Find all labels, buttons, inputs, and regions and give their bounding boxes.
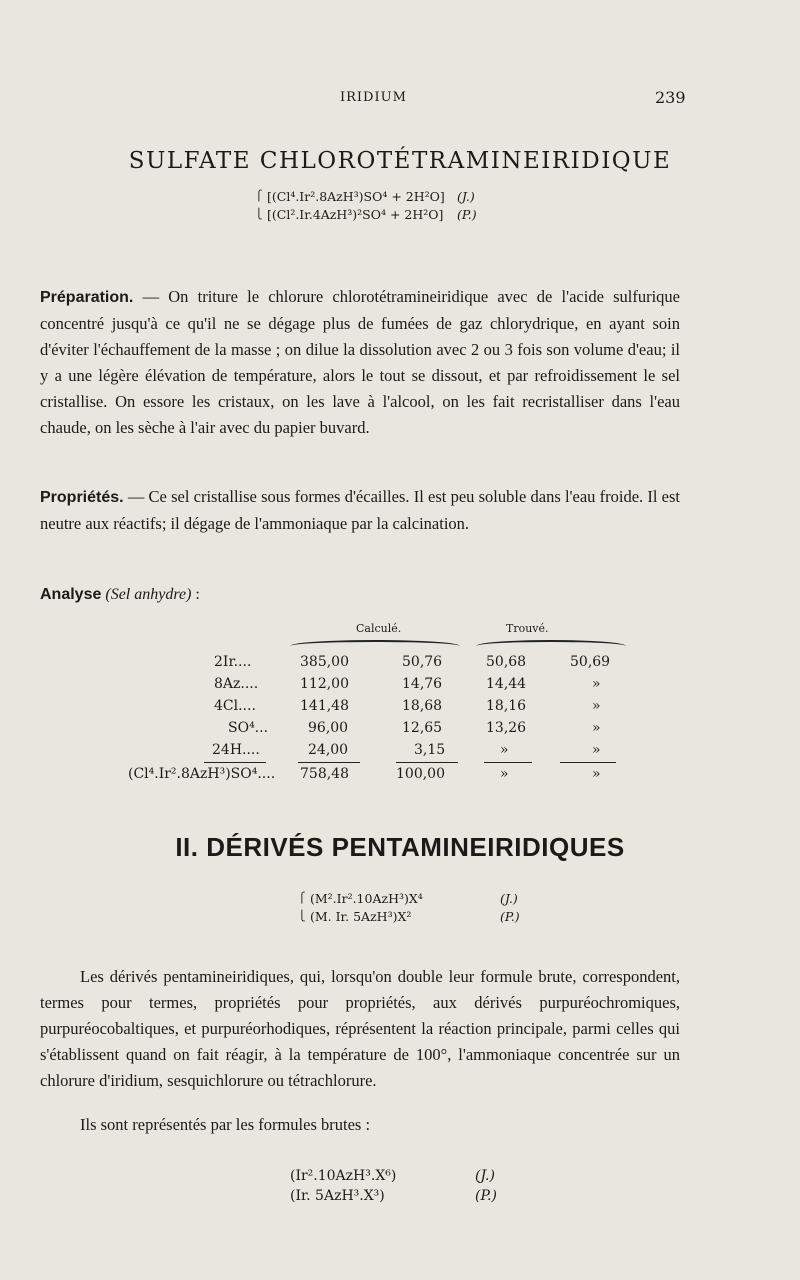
- section-title-derives: II. DÉRIVÉS PENTAMINEIRIDIQUES: [175, 832, 625, 862]
- formula-row: [255, 206, 477, 224]
- running-head: [0, 88, 800, 112]
- calc-percent: 12,65: [402, 720, 443, 736]
- formula-source: (P.): [500, 909, 520, 924]
- text-preparation: — On triture le chlorure chlorotétramineiridique avec de l'acide sulfurique concentré jusqu'à ce qu'il ne se dégage plus de fumées de gaz chlorydrique, en ayant soin d'éviter l'échauffement de la masse ; on dilue la dissolution avec 2 ou 3 fois son volume d'eau; il y a une légère élévation de température, alors le tout se dissout, et par refroidissement le sel cristallise. On essore les cristaux, on les lave à l'alcool, on les fait recristalliser dans l'eau chaude, on les sèche à l'air avec du papier buvard.: [40, 287, 680, 437]
- analyse-subheading: (Sel anhydre): [105, 586, 192, 603]
- formula-row: [255, 188, 477, 206]
- found-2: »: [592, 742, 601, 758]
- formula: [(Cl².Ir.4AzH³)²SO⁴ + 2H²O]: [267, 207, 444, 222]
- text-proprietes: — Ce sel cristallise sous formes d'écailles. Il est peu soluble dans l'eau froide. Il est neutre aux réactifs; il dégage de l'ammoniaque par la calcination.: [40, 487, 681, 533]
- column-header-trouve: Trouvé.: [506, 622, 549, 635]
- total-found-2: »: [592, 766, 601, 782]
- page-number: 239: [655, 88, 686, 107]
- found-1: 50,68: [486, 654, 527, 670]
- formula-source: (J.): [475, 1168, 495, 1184]
- formula-source: (P.): [457, 207, 477, 222]
- total-label: (Cl⁴.Ir².8AzH³)SO⁴....: [128, 766, 276, 782]
- total-rule: [560, 762, 616, 763]
- formula: (M. Ir. 5AzH³)X²: [310, 909, 412, 924]
- paragraph-proprietes: [40, 484, 680, 537]
- analysis-table: [0, 620, 800, 790]
- formula-row: [298, 890, 520, 908]
- calc-mass: 385,00: [300, 654, 349, 670]
- found-2: »: [592, 720, 601, 736]
- formula-source: (P.): [475, 1188, 497, 1204]
- calc-mass: 112,00: [300, 676, 349, 692]
- calc-percent: 18,68: [402, 698, 443, 714]
- formula-source: (J.): [500, 891, 518, 906]
- heading-preparation: Préparation.: [40, 289, 134, 306]
- formula-block-brutes: [290, 1166, 497, 1206]
- total-calc-percent: 100,00: [396, 766, 445, 782]
- column-header-calcule: Calculé.: [356, 622, 402, 635]
- row-label: 2Ir....: [214, 654, 252, 670]
- formula-block-derives: [298, 890, 520, 926]
- analyse-heading: [40, 586, 200, 604]
- analyse-colon: :: [191, 586, 200, 603]
- found-2: »: [592, 676, 601, 692]
- formula: (M².Ir².10AzH³)X⁴: [310, 891, 423, 906]
- total-calc-mass: 758,48: [300, 766, 349, 782]
- formula-block-sulfate: [255, 188, 477, 224]
- formula: (Ir. 5AzH³.X³): [290, 1188, 385, 1204]
- calc-percent: 50,76: [402, 654, 443, 670]
- bracket-trouve: [476, 640, 626, 652]
- row-label: 8Az....: [214, 676, 259, 692]
- calc-percent: 14,76: [402, 676, 443, 692]
- formula: [(Cl⁴.Ir².8AzH³)SO⁴ + 2H²O]: [267, 189, 445, 204]
- found-1: »: [500, 742, 509, 758]
- bracket-calcule: [290, 640, 460, 652]
- analyse-label: Analyse: [40, 586, 102, 603]
- row-label: 4Cl....: [214, 698, 256, 714]
- calc-mass: 24,00: [308, 742, 349, 758]
- paragraph-formules: Ils sont représentés par les formules brutes :: [80, 1115, 371, 1134]
- formula-source: (J.): [457, 189, 475, 204]
- formula-row: [298, 908, 520, 926]
- total-rule: [204, 762, 266, 763]
- brace-glyph: ⎧: [255, 191, 263, 202]
- brace-glyph: ⎧: [298, 893, 306, 904]
- paragraph-derives: Les dérivés pentamineiridiques, qui, lorsqu'on double leur formule brute, correspondent, termes pour termes, propriétés pour propriétés, aux dérivés purpuréochromiques, purpuréocobaltiques, et purpuréorhodiques, réprésentent la réaction principale, parmi celles qui s'établissent quand on fait réagir, à la température de 100°, l'ammoniaque concentrée sur un chlorure d'iridium, sesquichlorure ou tétrachlorure.: [40, 967, 680, 1090]
- formula-row: [290, 1186, 497, 1206]
- row-label: SO⁴...: [228, 720, 269, 736]
- total-rule: [396, 762, 458, 763]
- total-rule: [484, 762, 532, 763]
- row-label: 24H....: [212, 742, 260, 758]
- brace-glyph: ⎩: [298, 911, 306, 922]
- found-1: 14,44: [486, 676, 527, 692]
- total-found-1: »: [500, 766, 509, 782]
- running-head-title: IRIDIUM: [340, 90, 407, 105]
- found-2: »: [592, 698, 601, 714]
- formula-row: [290, 1166, 497, 1186]
- total-rule: [298, 762, 360, 763]
- calc-mass: 96,00: [308, 720, 349, 736]
- found-2: 50,69: [570, 654, 611, 670]
- formula: (Ir².10AzH³.X⁶): [290, 1168, 397, 1184]
- section-title-sulfate: SULFATE CHLOROTÉTRAMINEIRIDIQUE: [128, 148, 672, 174]
- found-1: 13,26: [486, 720, 527, 736]
- heading-proprietes: Propriétés.: [40, 489, 124, 506]
- paragraph-preparation: [40, 284, 680, 441]
- brace-glyph: ⎩: [255, 209, 263, 220]
- calc-percent: 3,15: [414, 742, 446, 758]
- found-1: 18,16: [486, 698, 527, 714]
- calc-mass: 141,48: [300, 698, 349, 714]
